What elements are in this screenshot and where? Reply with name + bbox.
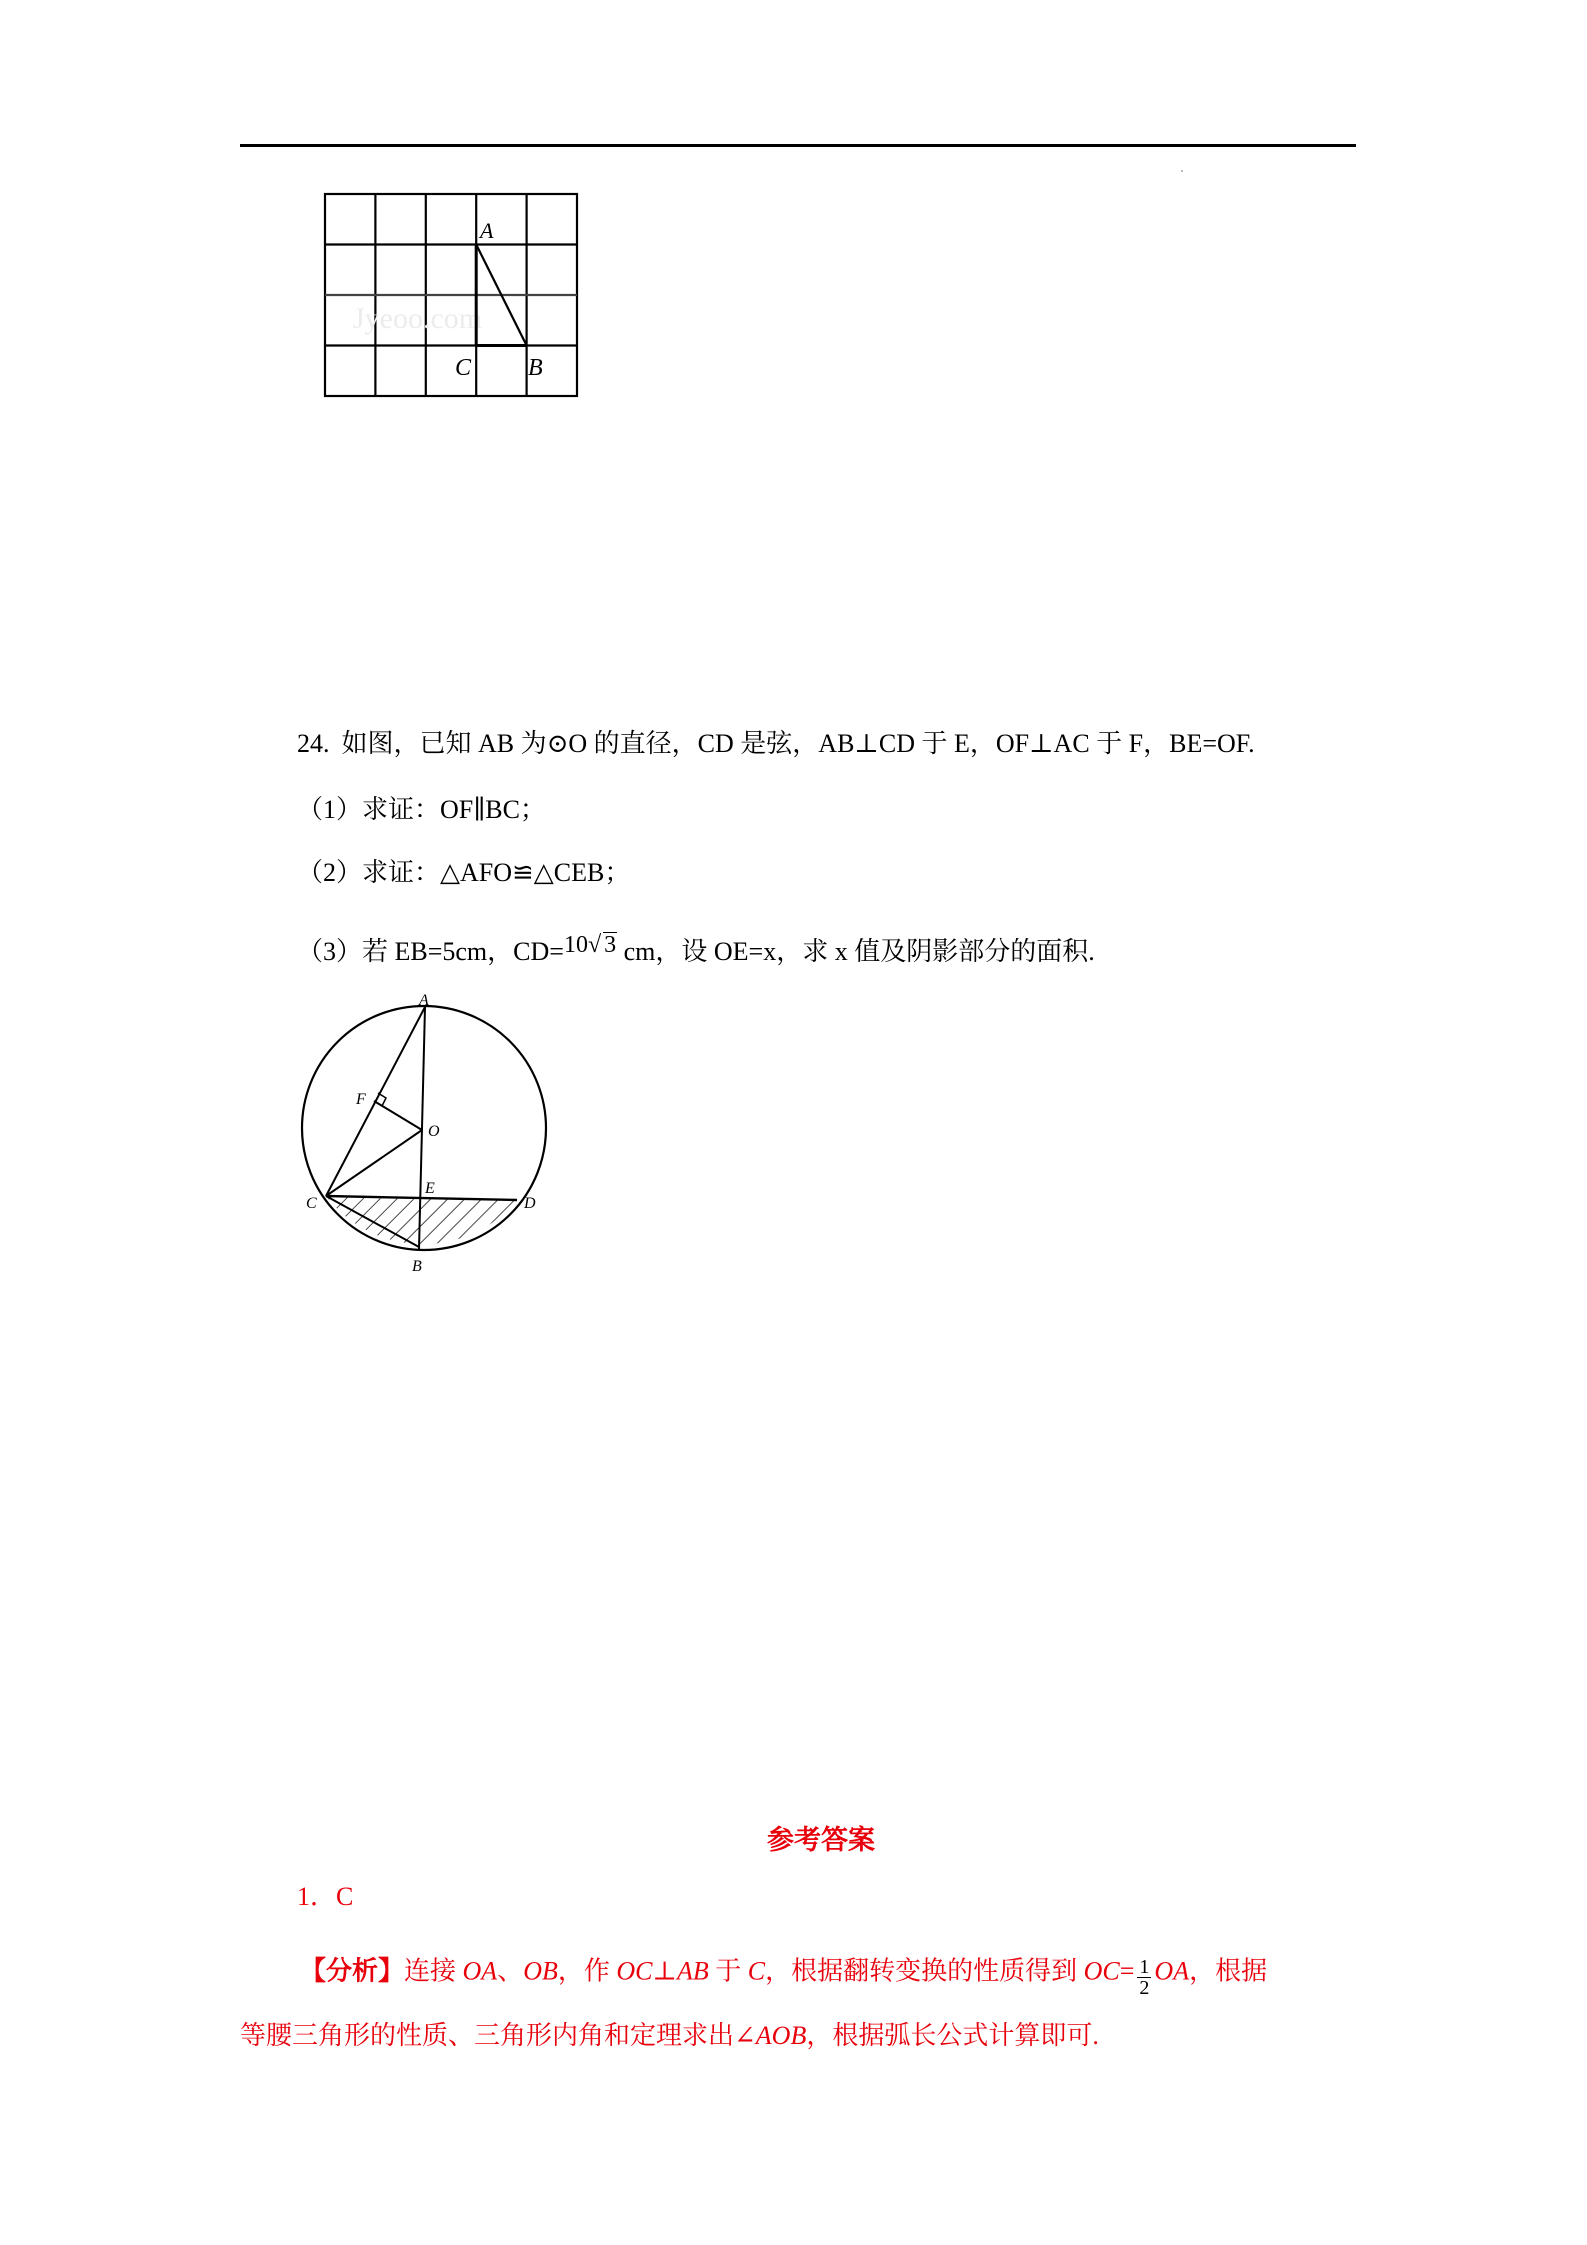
answer-1: 1．C (297, 1882, 354, 1911)
label-b: B (528, 355, 543, 381)
watermark: Jyeoo.com (353, 302, 483, 335)
text: = (1119, 1956, 1135, 1986)
label-a: A (419, 992, 429, 1009)
analysis-line-2 (240, 2021, 1099, 2051)
cd-value: 10√ 3 (563, 932, 617, 958)
math-var: OC (1083, 1956, 1120, 1986)
label-d: D (524, 1195, 536, 1212)
text: 于 (708, 1956, 748, 1986)
math-var: OB (523, 1956, 558, 1986)
text: ，作 (557, 1956, 617, 1986)
sub-question-3 (297, 932, 1095, 968)
sub-question-2: （2）求证：△AFO≌△CEB； (297, 858, 631, 887)
shaded-segment (326, 1196, 517, 1244)
label-a: A (480, 218, 494, 243)
label-c: C (306, 1195, 317, 1212)
label-f: F (356, 1091, 366, 1108)
text: ，根据翻转变换的性质得到 (765, 1956, 1084, 1986)
math-var: C (747, 1956, 766, 1986)
text: 等腰三角形的性质、三角形内角和定理求出∠ (240, 2021, 756, 2050)
sub-question-1: （1）求证：OF∥BC； (297, 795, 546, 824)
label-o: O (428, 1123, 440, 1140)
label-b: B (412, 1258, 422, 1275)
label-e: E (425, 1180, 435, 1197)
text: ⊥ (652, 1956, 677, 1986)
speck (1181, 170, 1183, 172)
math-var: OA (1154, 1956, 1190, 1986)
cd-radicand: 3 (604, 932, 617, 958)
text: 连接 (404, 1956, 463, 1986)
label-c: C (455, 355, 472, 381)
text: 、 (497, 1956, 524, 1986)
segment-co (326, 1130, 422, 1196)
circle-figure (290, 985, 570, 1285)
math-var: OA (462, 1956, 498, 1986)
segment-fo (374, 1101, 422, 1130)
fraction-numerator: 1 (1139, 1956, 1150, 1978)
sub3-prefix: （3）若 EB=5cm，CD= (297, 937, 564, 966)
question-24-stem (297, 729, 1255, 759)
answers-title: 参考答案 (767, 1825, 875, 1855)
sub3-suffix: cm，设 OE=x，求 x 值及阴影部分的面积. (617, 937, 1095, 966)
fraction-one-half (1137, 1957, 1151, 1998)
cd-coef: 10 (563, 932, 588, 958)
analysis-tag: 【分析】 (300, 1956, 405, 1986)
analysis-line-1 (300, 1953, 1268, 1999)
question-number: 24. (297, 729, 330, 758)
math-var: OC (616, 1956, 653, 1986)
math-var: AB (676, 1956, 709, 1986)
fraction-denominator: 2 (1139, 1977, 1150, 1999)
text: ，根据 (1189, 1956, 1268, 1986)
question-text: 如图，已知 AB 为⊙O 的直径，CD 是弦，AB⊥CD 于 E，OF⊥AC 于 F，BE=OF. (341, 729, 1255, 758)
text: ，根据弧长公式计算即可. (806, 2021, 1099, 2050)
header-rule (240, 144, 1356, 147)
grid-figure (320, 188, 590, 403)
math-var: AOB (755, 2021, 807, 2050)
